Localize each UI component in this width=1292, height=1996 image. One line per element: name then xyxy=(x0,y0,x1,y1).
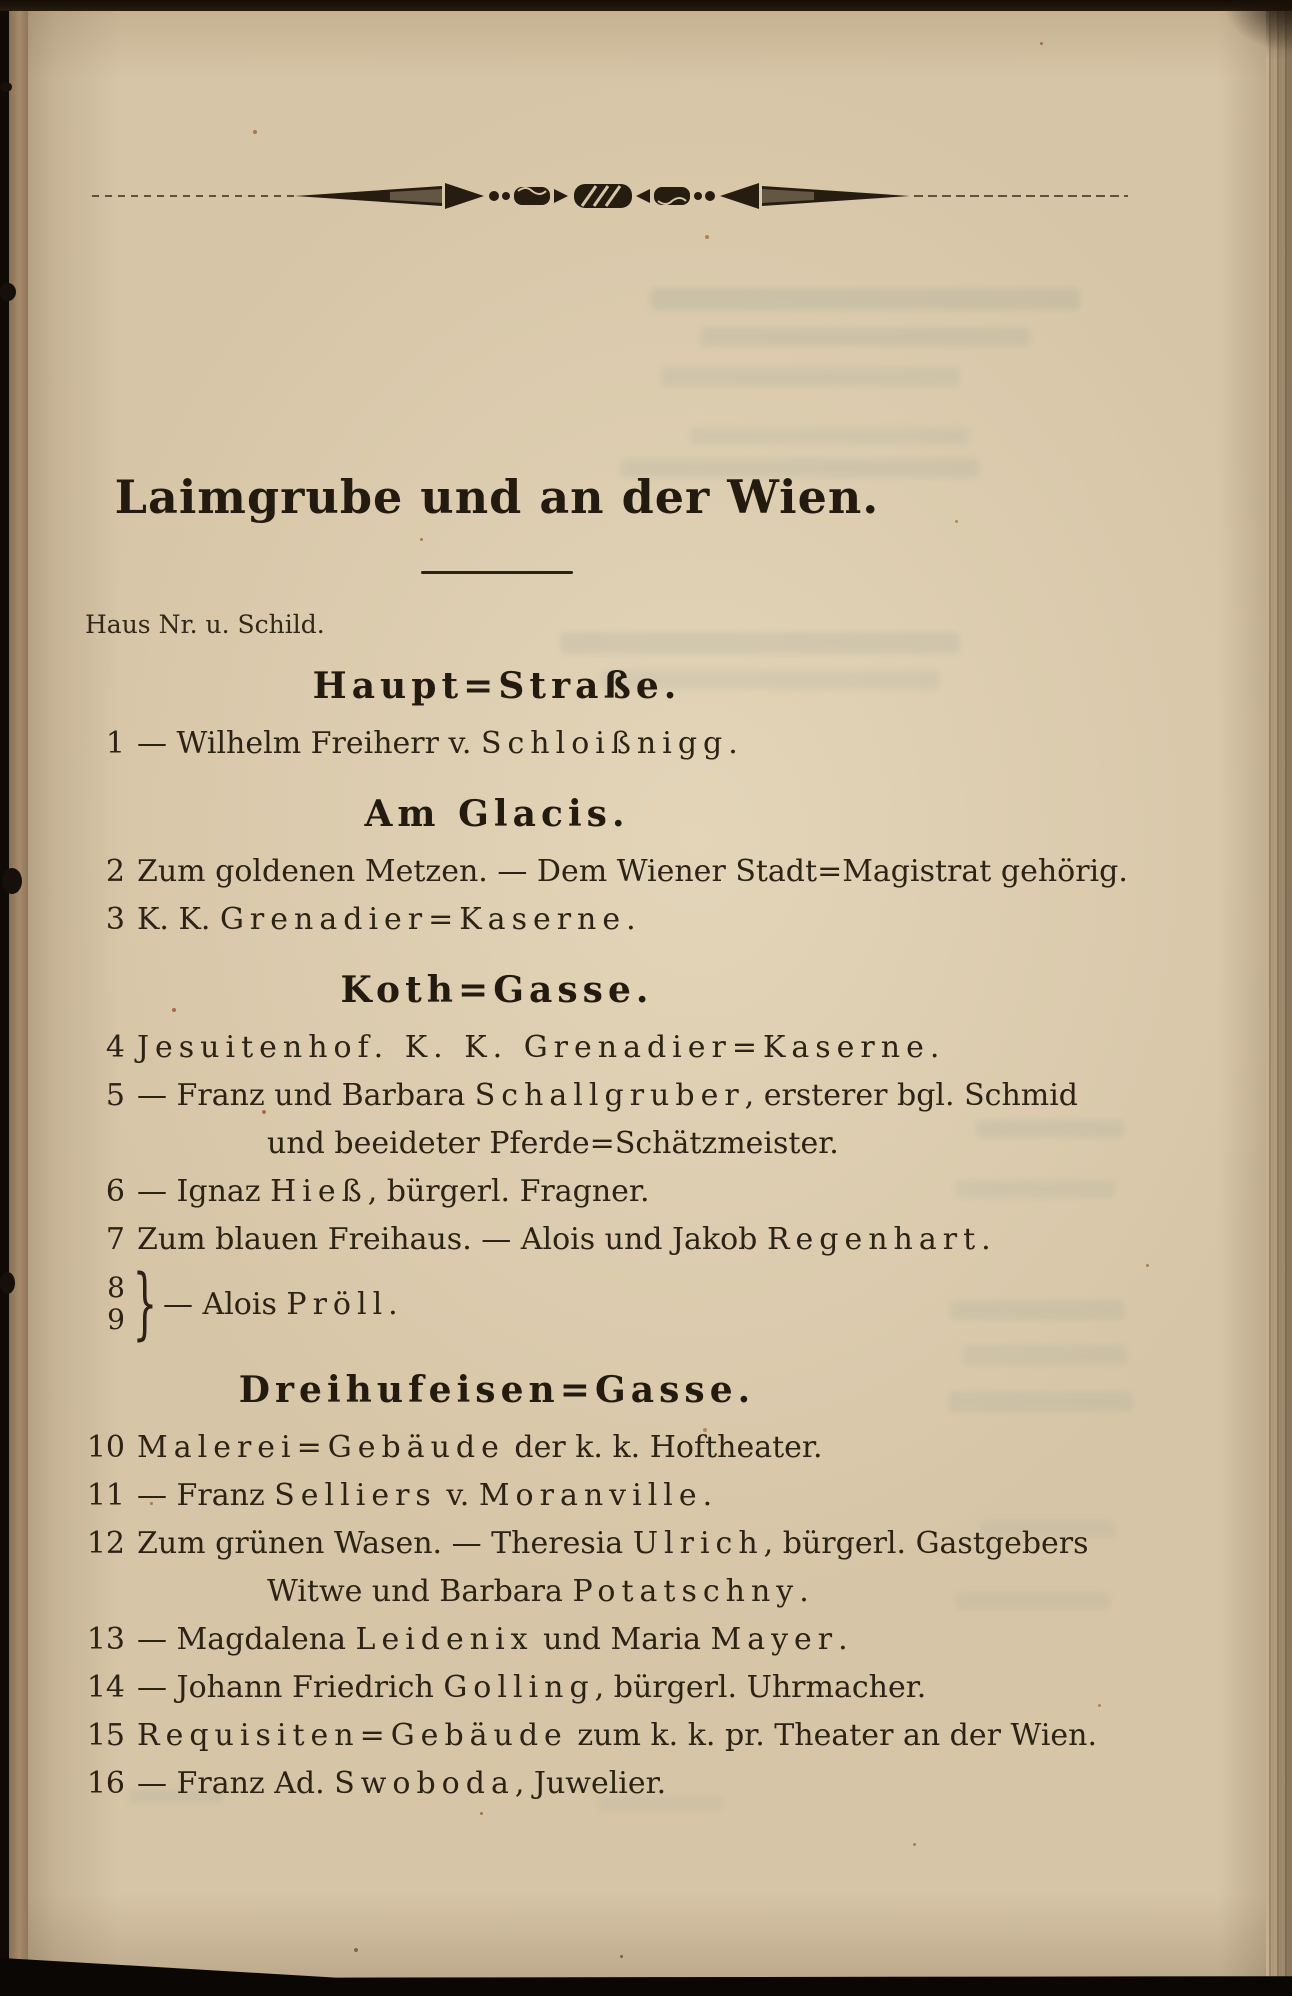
street-heading: Dreihufeisen=Gasse. xyxy=(238,1369,756,1411)
entry-row xyxy=(85,1664,1140,1712)
entry-line xyxy=(137,1216,1140,1264)
house-number: 14 xyxy=(86,1670,125,1705)
show-through-text xyxy=(690,427,970,445)
house-number: 12 xyxy=(86,1526,125,1561)
house-number: 4 xyxy=(105,1030,125,1065)
house-number: 3 xyxy=(105,902,125,937)
emphasized-name: Jesuitenhof. K. K. xyxy=(137,1030,524,1065)
entry-row xyxy=(85,1424,1140,1472)
entry-row xyxy=(85,1216,1140,1264)
entry-line xyxy=(137,1712,1140,1760)
entry-text-segment: — Magdalena xyxy=(137,1622,356,1657)
entry-line xyxy=(137,1424,1140,1472)
entry-text-segment: . xyxy=(981,1222,991,1257)
entry-line xyxy=(137,1520,1140,1568)
foxing-speck xyxy=(913,1843,916,1846)
brace-glyph: } xyxy=(132,1259,158,1349)
entry-text xyxy=(137,1472,1140,1520)
entry-text-segment: — Alois xyxy=(163,1286,287,1322)
column-header: Haus Nr. u. Schild. xyxy=(85,610,325,639)
entry-text-segment: . xyxy=(388,1286,398,1322)
entry-line-continued xyxy=(267,1120,1140,1168)
top-right-corner-shadow xyxy=(1222,0,1292,52)
emphasized-name: Potatschny xyxy=(572,1574,800,1609)
house-number: 13 xyxy=(86,1622,125,1657)
emphasized-name: Moranville xyxy=(478,1478,703,1513)
emphasized-name: Malerei=Gebäude xyxy=(137,1430,505,1465)
house-number: 16 xyxy=(86,1766,125,1801)
entry-text xyxy=(137,1712,1140,1760)
binding-mark xyxy=(0,283,16,301)
entry-row xyxy=(85,1712,1140,1760)
emphasized-name: Pröll xyxy=(286,1286,389,1322)
entry-row xyxy=(85,1520,1140,1616)
street-heading: Am Glacis. xyxy=(364,793,630,835)
foxing-speck xyxy=(1040,42,1043,45)
binding-mark xyxy=(0,1272,15,1294)
top-book-edge xyxy=(0,0,1292,11)
emphasized-name: Ulrich xyxy=(632,1526,764,1561)
entry-text-segment: — Franz Ad. xyxy=(137,1766,335,1801)
entry-row xyxy=(85,1024,1140,1072)
house-number: 5 xyxy=(105,1078,125,1113)
entry-line xyxy=(137,1664,1140,1712)
entry-row xyxy=(85,720,1140,768)
entry-text-segment: . xyxy=(702,1478,713,1513)
entry-text xyxy=(137,1424,1140,1472)
emphasized-name: Swoboda xyxy=(334,1766,515,1801)
entry-text-segment: , ersterer bgl. Schmid xyxy=(744,1078,1079,1113)
entry-row xyxy=(85,1616,1140,1664)
entry-line xyxy=(137,1168,1140,1216)
entry-text xyxy=(137,1216,1140,1264)
entry-row xyxy=(85,896,1140,944)
entry-text-segment: Zum grünen Wasen. — Theresia xyxy=(137,1526,633,1561)
foxing-speck xyxy=(705,235,709,239)
title-block xyxy=(85,455,909,574)
text-column xyxy=(85,455,1140,1808)
emphasized-name: Schallgruber xyxy=(474,1078,745,1113)
street-heading: Haupt=Straße. xyxy=(312,665,682,707)
entry-text-segment: v. xyxy=(436,1478,479,1513)
emphasized-name: Selliers xyxy=(274,1478,437,1513)
entry-row xyxy=(85,1072,1140,1168)
house-number: 11 xyxy=(86,1478,125,1513)
entry-text xyxy=(137,1664,1140,1712)
entry-text-segment: — Wilhelm Freiherr v. xyxy=(137,726,481,761)
house-number: 10 xyxy=(86,1430,125,1465)
emphasized-name: Hieß xyxy=(270,1174,368,1209)
entry-line-continued xyxy=(267,1568,1140,1616)
entry-text xyxy=(137,1072,1140,1168)
entry-text-segment: und beeideter Pferde=Schätzmeister. xyxy=(267,1126,839,1161)
entry-text-segment: . xyxy=(838,1622,848,1657)
entry-text-segment: . xyxy=(799,1574,809,1609)
entry-row xyxy=(85,1168,1140,1216)
house-number: 6 xyxy=(105,1174,125,1209)
show-through-text xyxy=(700,327,1030,347)
foxing-speck xyxy=(620,1955,623,1958)
entry-row xyxy=(85,1472,1140,1520)
entry-text-segment: . xyxy=(728,726,738,761)
entry-line xyxy=(137,848,1140,896)
entry-text xyxy=(137,1760,1140,1808)
house-number: 1 xyxy=(105,726,125,761)
entry-line xyxy=(137,1472,1140,1520)
entry-text-segment: , bürgerl. Uhrmacher. xyxy=(594,1670,927,1705)
emphasized-name: Schloißnigg xyxy=(480,726,729,761)
entry-line xyxy=(137,1616,1140,1664)
entry-text-segment: — Johann Friedrich xyxy=(137,1670,444,1705)
entry-text-segment: Witwe und Barbara xyxy=(267,1574,573,1609)
emphasized-name: Golling xyxy=(443,1670,595,1705)
entry-text-segment: , Juwelier. xyxy=(514,1766,667,1801)
entry-text xyxy=(137,848,1140,896)
foxing-speck xyxy=(253,130,257,134)
house-number: 15 xyxy=(86,1718,125,1753)
entry-text-segment: — Franz xyxy=(137,1478,275,1513)
emphasized-name: Regenhart xyxy=(766,1222,982,1257)
emphasized-name: Leidenix xyxy=(355,1622,534,1657)
entry-line xyxy=(137,1024,1140,1072)
entry-text-segment: und Maria xyxy=(533,1622,711,1657)
entry-text xyxy=(137,720,1140,768)
foxing-speck xyxy=(480,1812,483,1815)
entry-row xyxy=(85,848,1140,896)
entry-row xyxy=(85,1760,1140,1808)
house-number: 7 xyxy=(105,1222,125,1257)
title-rule xyxy=(421,571,573,574)
binding-mark xyxy=(0,82,12,92)
entry-line xyxy=(137,720,1140,768)
entry-text-segment: zum k. k. pr. Theater an der Wien. xyxy=(567,1718,1098,1753)
entry-text-segment: der k. k. Hoftheater. xyxy=(504,1430,823,1465)
entry-line xyxy=(137,1072,1140,1120)
entry-line xyxy=(137,1760,1140,1808)
emphasized-name: Grenadier=Kaserne. xyxy=(523,1030,946,1065)
binding-mark xyxy=(2,868,22,894)
entry-text-segment: Zum goldenen Metzen. — Dem Wiener Stadt=Magistrat gehörig. xyxy=(137,854,1128,889)
entry-text-segment: , bürgerl. Fragner. xyxy=(367,1174,650,1209)
page-title: Laimgrube und an der Wien. xyxy=(114,470,880,524)
house-number: 9 xyxy=(107,1303,125,1336)
foxing-speck xyxy=(1146,1264,1149,1267)
entry-text xyxy=(137,1024,1140,1072)
entry-text xyxy=(137,1168,1140,1216)
entry-text-segment: , bürgerl. Gastgebers xyxy=(763,1526,1089,1561)
house-number-stack xyxy=(85,1272,127,1336)
entry-text xyxy=(137,896,1140,944)
entry-text-segment: K. K. xyxy=(137,902,220,937)
entry-line xyxy=(137,896,1140,944)
emphasized-name: Requisiten=Gebäude xyxy=(137,1718,568,1753)
house-number: 8 xyxy=(107,1271,125,1304)
entry-text-segment: Zum blauen Freihaus. — Alois und Jakob xyxy=(137,1222,767,1257)
divider-ornament xyxy=(90,176,1130,216)
entry-text xyxy=(137,1616,1140,1664)
entry-text xyxy=(137,1520,1140,1616)
house-number: 2 xyxy=(105,854,125,889)
page-stack-shade xyxy=(1266,0,1292,1996)
entry-text xyxy=(163,1287,398,1322)
entry-text-segment: — Ignaz xyxy=(137,1174,271,1209)
street-sections xyxy=(85,662,1140,1808)
emphasized-name: Mayer xyxy=(710,1622,839,1657)
entry-text-segment: . xyxy=(626,902,636,937)
show-through-text xyxy=(660,367,960,387)
street-heading: Koth=Gasse. xyxy=(340,969,654,1011)
emphasized-name: Grenadier=Kaserne xyxy=(219,902,627,937)
entry-text-segment: — Franz und Barbara xyxy=(137,1078,475,1113)
foxing-speck xyxy=(354,1948,358,1952)
show-through-text xyxy=(650,288,1080,310)
entry-row-stacked xyxy=(85,1259,1140,1349)
